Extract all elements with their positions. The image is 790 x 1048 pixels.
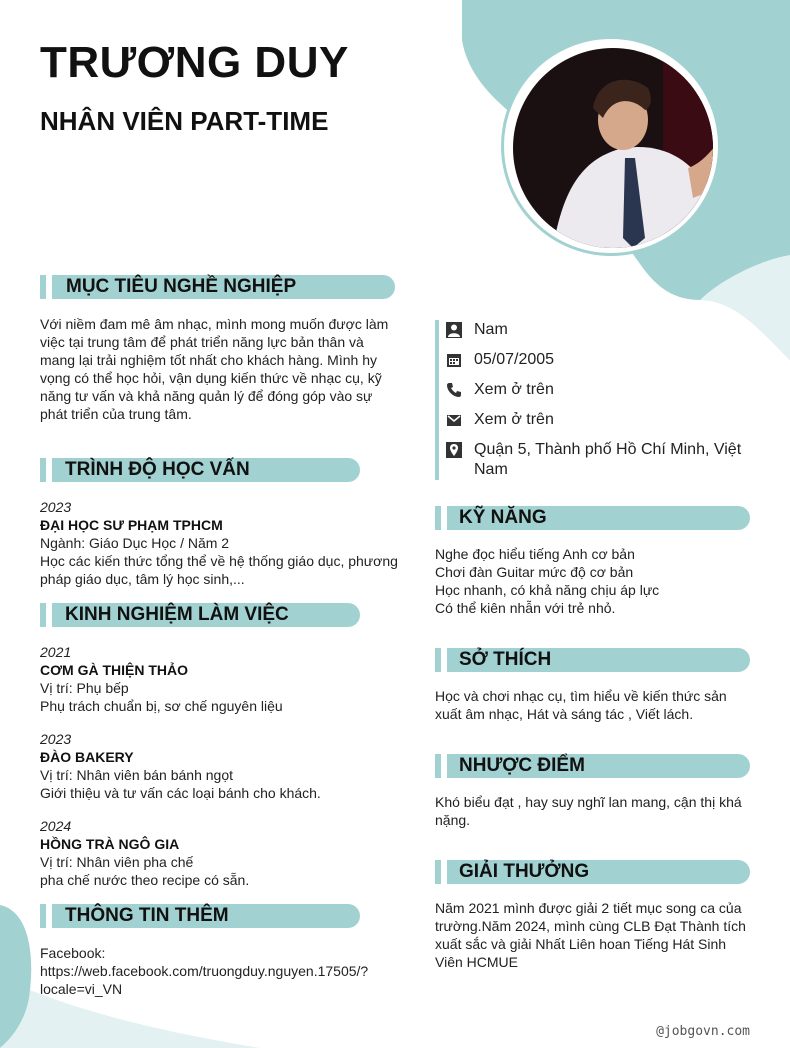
skills-title: KỸ NĂNG (459, 507, 547, 528)
weakness-text (435, 793, 755, 829)
skill-item: Có thể kiên nhẫn với trẻ nhỏ. (435, 600, 616, 616)
awards-text (435, 899, 755, 971)
awards-line: xuất sắc và giải Nhất Liên hoan Tiếng Hát Sinh (435, 936, 727, 952)
extra-line: Facebook: (40, 945, 106, 961)
awards-title: GIẢI THƯỞNG (459, 861, 590, 882)
objective-line: việc tại trung tâm để phát triển năng lực bản thân và (40, 334, 364, 350)
objective-section-marker (40, 275, 46, 299)
experience-position: Vị trí: Nhân viên bán bánh ngọt (40, 767, 234, 783)
extra-text (40, 944, 420, 998)
education-title: TRÌNH ĐỘ HỌC VẤN (65, 459, 250, 480)
skills-section-marker (435, 506, 441, 530)
experience-position: Vị trí: Nhân viên pha chế (40, 854, 194, 870)
experience-desc: Giới thiệu và tư vấn các loại bánh cho khách. (40, 785, 321, 801)
experience-desc: pha chế nước theo recipe có sẵn. (40, 872, 250, 888)
facebook-link-cont[interactable]: locale=vi_VN (40, 981, 123, 997)
education-school: ĐẠI HỌC SƯ PHẠM TPHCM (40, 517, 223, 533)
experience-year: 2024 (40, 818, 72, 834)
objective-line: năng tư vấn và khả năng quản lý để đóng góp vào sự (40, 388, 373, 404)
experience-org: HỒNG TRÀ NGÔ GIA (40, 836, 180, 852)
hobbies-section-marker (435, 648, 441, 672)
education-desc-line: pháp giáo dục, tâm lý học sinh,... (40, 571, 245, 587)
education-entry (40, 498, 410, 588)
contact-address-line: Quận 5, Thành phố Hồ Chí Minh, Việt (474, 441, 742, 458)
awards-line: trường.Năm 2024, mình cùng CLB Đạt Thành tích (435, 918, 746, 934)
objective-line: vọng có thể học hỏi, vận dụng kiến thức về nhạc cụ, kỹ (40, 370, 382, 386)
skill-item: Học nhanh, có khả năng chịu áp lực (435, 582, 660, 598)
experience-title: KINH NGHIỆM LÀM VIỆC (65, 604, 289, 625)
education-major: Ngành: Giáo Dục Học / Năm 2 (40, 535, 230, 551)
contact-phone-row (445, 380, 554, 400)
experience-position: Vị trí: Phụ bếp (40, 680, 129, 696)
contact-birthday-row (445, 350, 554, 370)
experience-year: 2023 (40, 731, 72, 747)
weakness-title: NHƯỢC ĐIỂM (459, 755, 585, 776)
candidate-name: TRƯƠNG DUY (40, 38, 349, 87)
contact-divider (435, 320, 439, 480)
objective-title: MỤC TIÊU NGHỀ NGHIỆP (66, 276, 297, 297)
awards-line: Viên HCMUE (435, 954, 518, 970)
experience-item (40, 730, 410, 802)
contact-address (474, 440, 741, 480)
experience-section-marker (40, 603, 46, 627)
skill-item: Nghe đọc hiểu tiếng Anh cơ bản (435, 546, 635, 562)
hobbies-line: Học và chơi nhạc cụ, tìm hiểu về kiến thức sản (435, 688, 727, 704)
contact-email: Xem ở trên (474, 411, 554, 428)
experience-org: ĐÀO BAKERY (40, 749, 134, 765)
education-section-marker (40, 458, 46, 482)
contact-address-row (445, 440, 741, 480)
experience-item (40, 643, 410, 715)
objective-text (40, 315, 410, 423)
awards-section-marker (435, 860, 441, 884)
calendar-icon (445, 351, 463, 369)
awards-line: Năm 2021 mình được giải 2 tiết mục song ca của (435, 900, 742, 916)
hobbies-line: xuất âm nhạc, Hát và sáng tác , Viết lách. (435, 706, 694, 722)
objective-line: phát triển của trung tâm. (40, 406, 192, 422)
contact-birthday: 05/07/2005 (474, 351, 555, 368)
candidate-role: NHÂN VIÊN PART-TIME (40, 106, 329, 136)
mail-icon (445, 411, 463, 429)
extra-title: THÔNG TIN THÊM (65, 905, 229, 926)
facebook-link[interactable]: https://web.facebook.com/truongduy.nguyen.17505/? (40, 963, 369, 979)
hobbies-title: SỞ THÍCH (459, 649, 552, 670)
objective-line: Với niềm đam mê âm nhạc, mình mong muốn được làm (40, 316, 389, 332)
education-year: 2023 (40, 499, 72, 515)
person-icon (445, 321, 463, 339)
hobbies-text (435, 687, 755, 723)
skill-item: Chơi đàn Guitar mức độ cơ bản (435, 564, 634, 580)
phone-icon (445, 381, 463, 399)
experience-desc: Phụ trách chuẩn bị, sơ chế nguyên liệu (40, 698, 283, 714)
education-desc-line: Học các kiến thức tổng thể về hệ thống giáo dục, phương (40, 553, 398, 569)
contact-address-line: Nam (474, 461, 508, 478)
weakness-line: Khó biểu đạt , hay suy nghĩ lan mang, cận thị khá (435, 794, 742, 810)
skills-list (435, 545, 755, 617)
experience-year: 2021 (40, 644, 72, 660)
experience-item (40, 817, 410, 889)
contact-phone: Xem ở trên (474, 381, 554, 398)
experience-org: CƠM GÀ THIỆN THẢO (40, 662, 189, 678)
weakness-line: nặng. (435, 812, 471, 828)
contact-gender: Nam (474, 321, 508, 338)
contact-email-row (445, 410, 554, 430)
profile-photo (513, 48, 713, 248)
extra-section-marker (40, 904, 46, 928)
contact-gender-row (445, 320, 508, 340)
location-pin-icon (445, 441, 463, 459)
watermark: @jobgovn.com (656, 1024, 750, 1039)
objective-line: mang lại trải nghiệm tốt nhất cho khách hàng. Mình hy (40, 352, 377, 368)
weakness-section-marker (435, 754, 441, 778)
